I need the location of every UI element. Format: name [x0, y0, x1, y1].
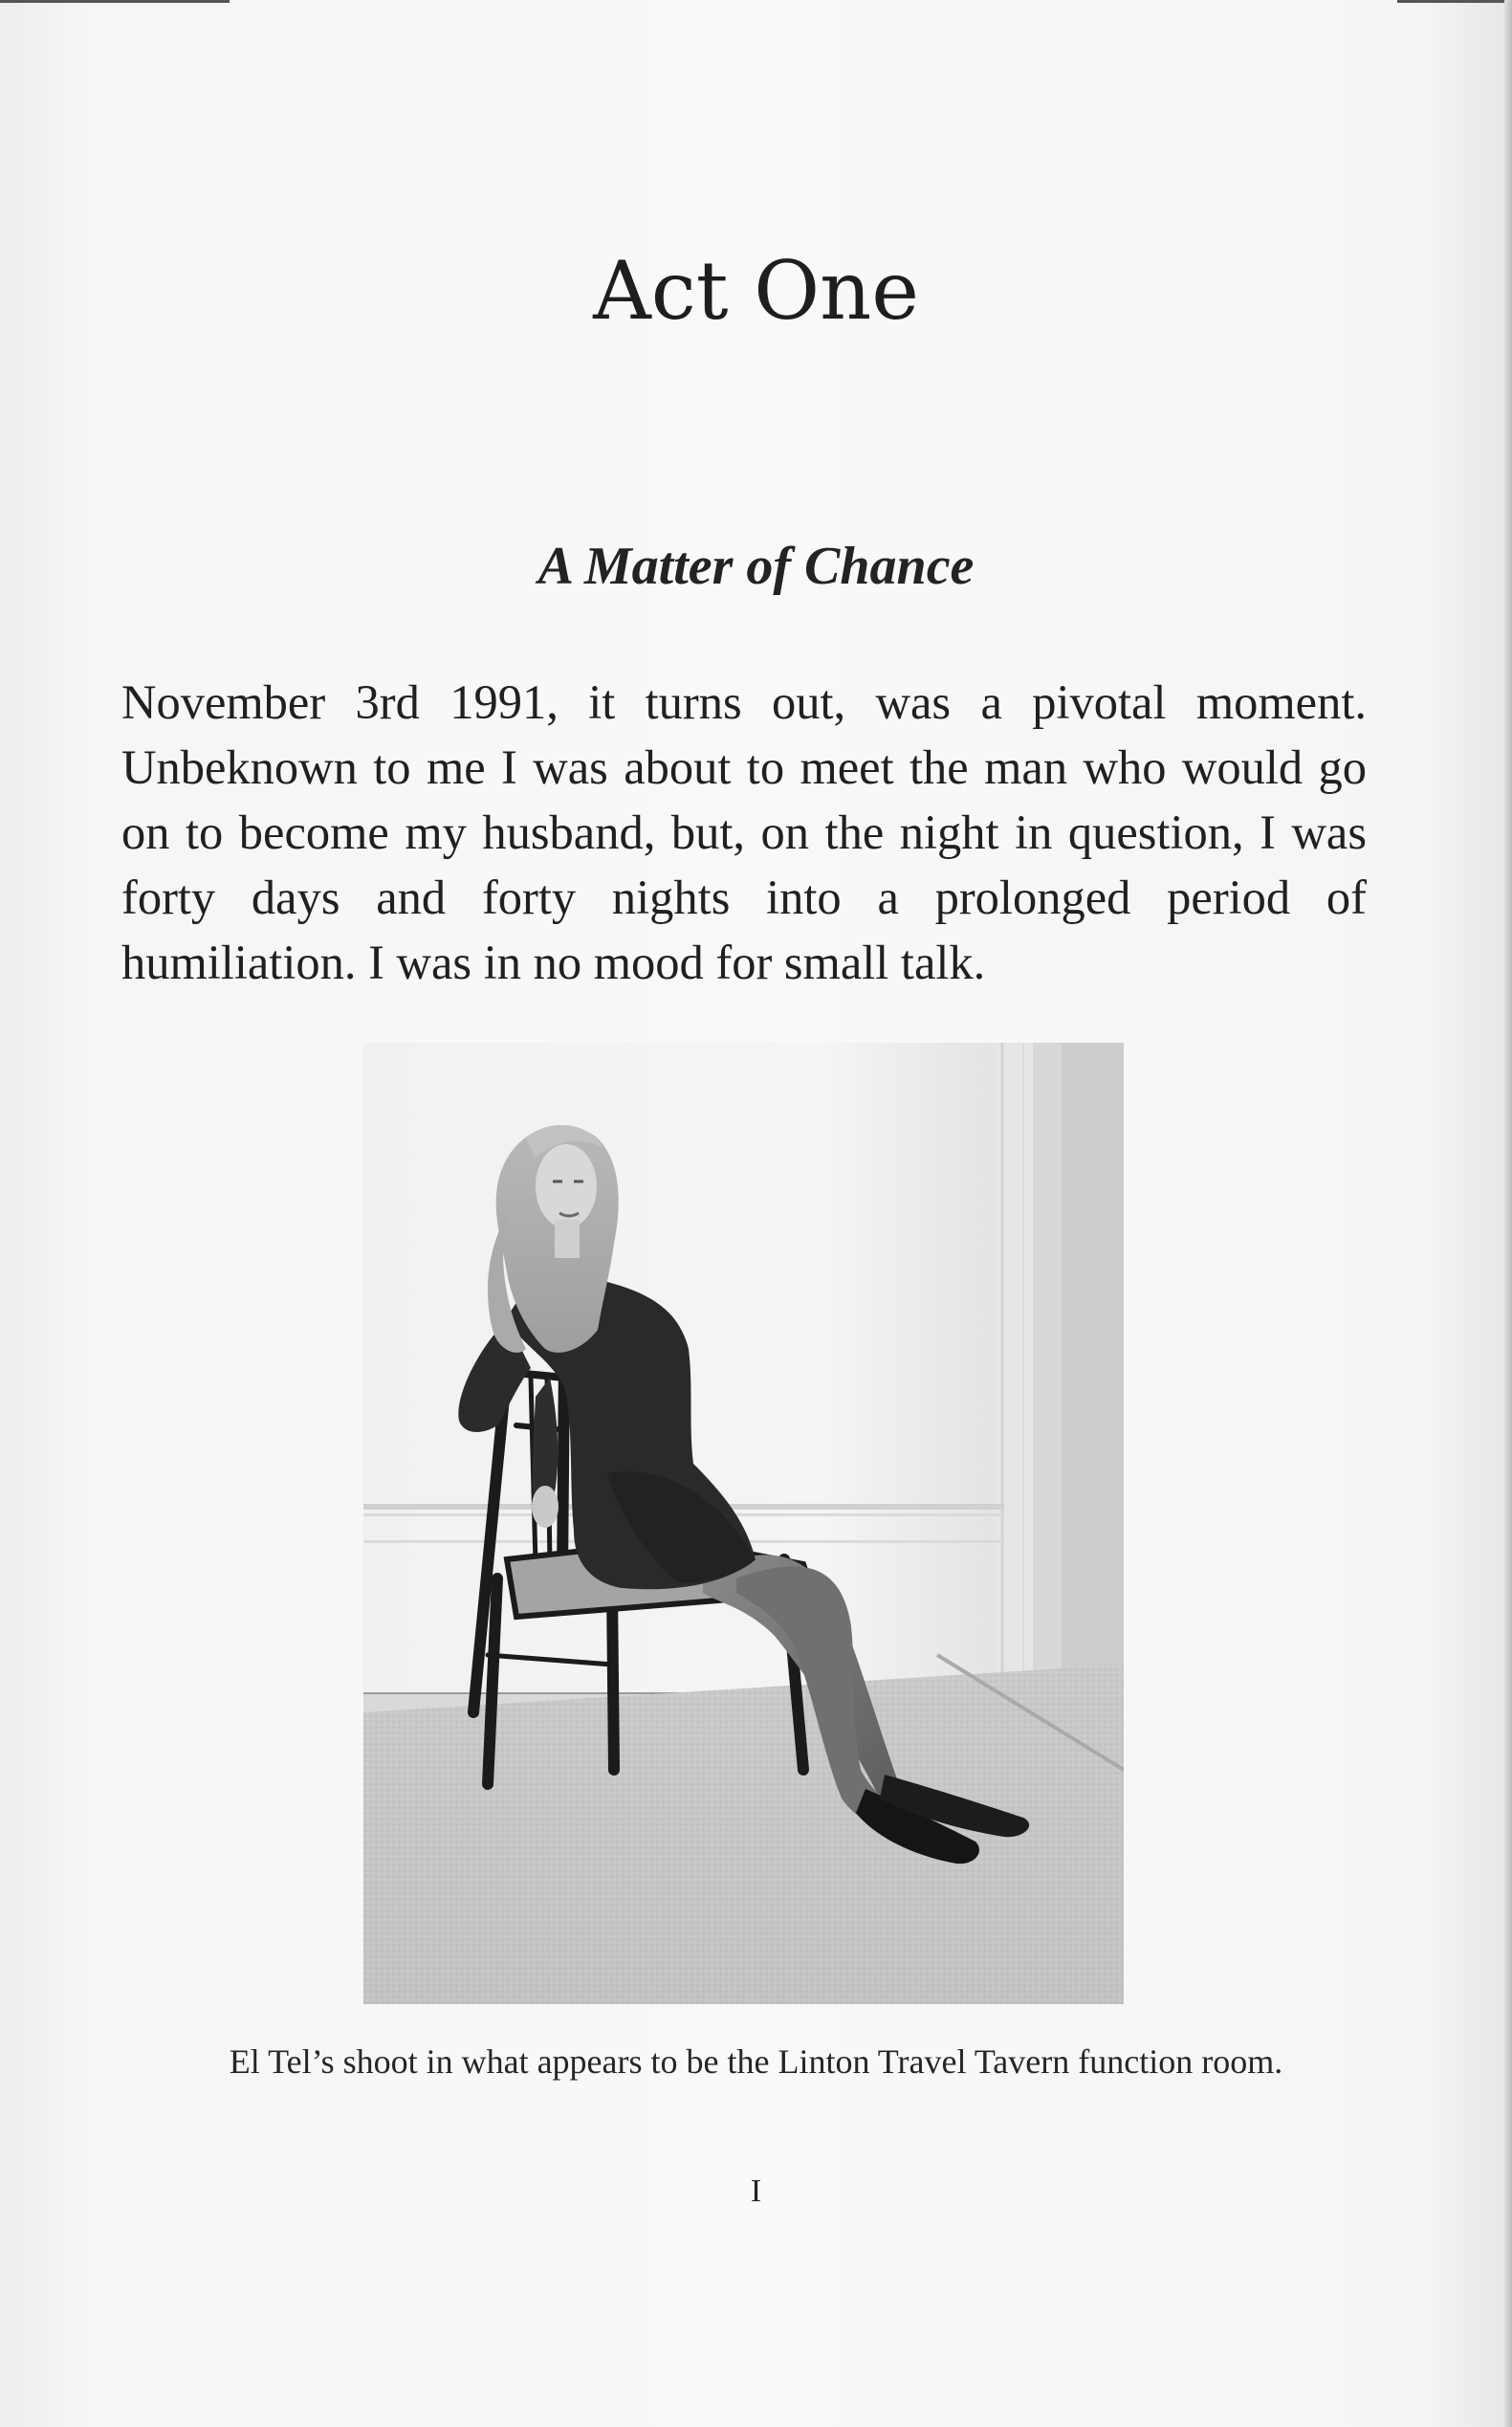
body-paragraph: November 3rd 1991, it turns out, was a pivotal moment. Unbeknown to me I was about to meet the man who would go on to become my husband, but, on the night in question, I was forty days and forty nights into a prolonged period of humiliation. I was in no mood for small talk. — [121, 675, 1367, 989]
section-title: A Matter of Chance — [537, 537, 975, 596]
photograph — [363, 1043, 1124, 2004]
photo-caption: El Tel’s shoot in what appears to be the Linton Travel Tavern function room. — [229, 2042, 1283, 2081]
top-edge-rule — [0, 0, 230, 3]
top-edge-rule-right — [1397, 0, 1512, 3]
photo-illustration — [363, 1043, 1124, 2004]
chapter-title: Act One — [593, 244, 919, 338]
page-number: I — [750, 2173, 762, 2209]
